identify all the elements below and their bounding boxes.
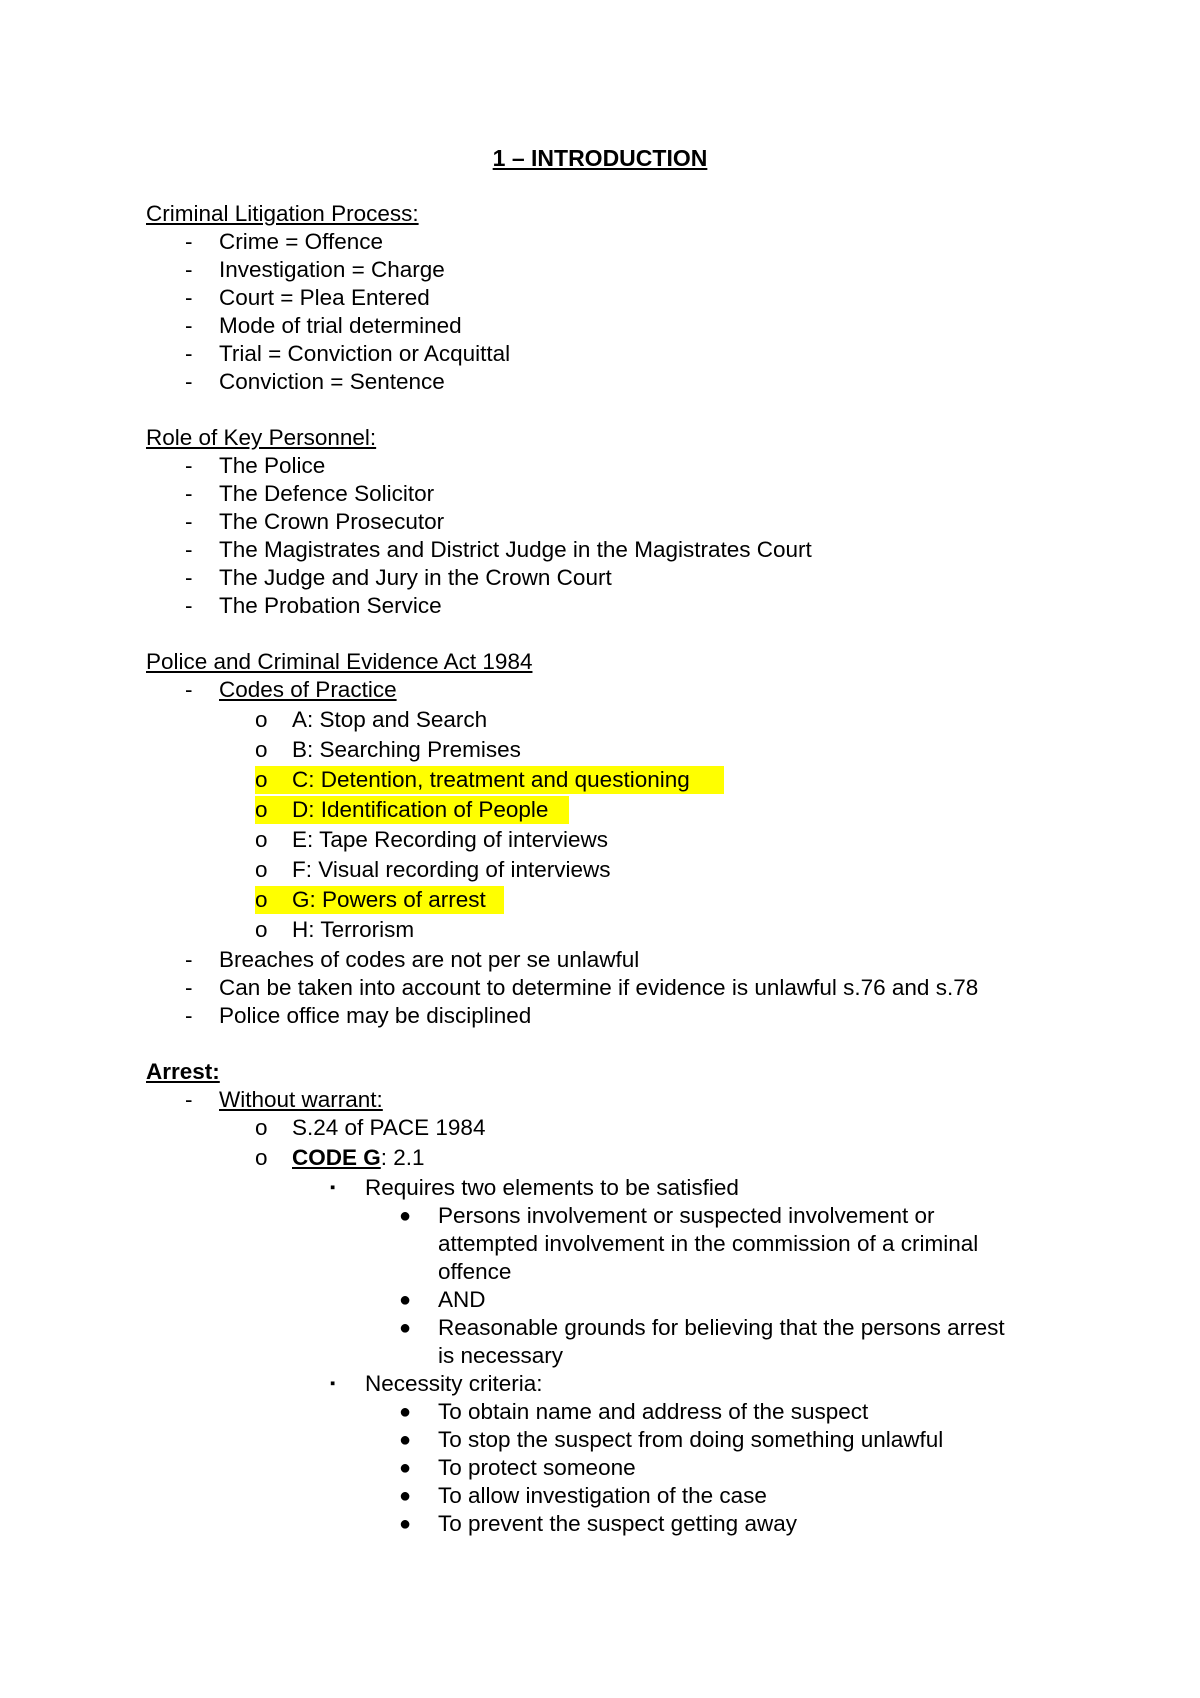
code-g-label: CODE G: [292, 1145, 381, 1170]
code-item: F: Visual recording of interviews: [292, 857, 611, 882]
list-item: The Magistrates and District Judge in the Magistrates Court: [219, 537, 812, 562]
dash-marker: -: [185, 257, 193, 282]
bullet-marker: ●: [399, 1513, 412, 1535]
circle-marker: o: [255, 797, 268, 822]
dash-marker: -: [185, 313, 193, 338]
circle-marker: o: [255, 887, 268, 912]
dash-marker: -: [185, 453, 193, 478]
list-item: The Defence Solicitor: [219, 481, 435, 506]
code-g-ref: : 2.1: [380, 1145, 425, 1170]
list-item: Requires two elements to be satisfied: [365, 1175, 739, 1200]
dash-marker: -: [185, 677, 193, 702]
list-item: S.24 of PACE 1984: [292, 1115, 486, 1140]
list-item: Court = Plea Entered: [219, 285, 430, 310]
circle-marker: o: [255, 707, 268, 732]
list-item: Conviction = Sentence: [219, 369, 445, 394]
without-warrant-label: Without warrant:: [219, 1087, 383, 1112]
codes-of-practice-label: Codes of Practice: [219, 677, 397, 702]
code-item: E: Tape Recording of interviews: [292, 827, 608, 852]
list-item: To obtain name and address of the suspect: [438, 1399, 869, 1424]
circle-marker: o: [255, 737, 268, 762]
list-item: Mode of trial determined: [219, 313, 462, 338]
circle-marker: o: [255, 1115, 268, 1140]
page-title: 1 – INTRODUCTION: [492, 145, 708, 171]
circle-marker: o: [255, 827, 268, 852]
list-item: To prevent the suspect getting away: [438, 1511, 797, 1536]
dash-marker: -: [185, 369, 193, 394]
dash-marker: -: [185, 1087, 193, 1112]
code-item-highlighted: D: Identification of People: [292, 797, 549, 822]
dash-marker: -: [185, 975, 193, 1000]
section-heading-litigation: Criminal Litigation Process:: [146, 201, 419, 226]
list-item: To stop the suspect from doing something unlawful: [438, 1427, 944, 1452]
code-g-line: [292, 1144, 425, 1172]
bullet-marker: ●: [399, 1429, 412, 1451]
circle-marker: o: [255, 917, 268, 942]
list-item: Trial = Conviction or Acquittal: [219, 341, 511, 366]
code-item: B: Searching Premises: [292, 737, 521, 762]
square-marker: ▪: [330, 1375, 336, 1392]
list-item-cont: attempted involvement in the commission of a criminal: [438, 1231, 979, 1256]
bullet-marker: ●: [399, 1485, 412, 1507]
list-item: The Judge and Jury in the Crown Court: [219, 565, 612, 590]
code-item-highlighted: G: Powers of arrest: [292, 887, 486, 912]
dash-marker: -: [185, 285, 193, 310]
circle-marker: o: [255, 857, 268, 882]
list-item: Police office may be disciplined: [219, 1003, 532, 1028]
list-item: To allow investigation of the case: [438, 1483, 767, 1508]
list-item: AND: [438, 1287, 486, 1312]
code-item-highlighted: C: Detention, treatment and questioning: [292, 767, 690, 792]
list-item: Breaches of codes are not per se unlawful: [219, 947, 640, 972]
list-item-cont: is necessary: [438, 1343, 564, 1368]
dash-marker: -: [185, 341, 193, 366]
dash-marker: -: [185, 537, 193, 562]
bullet-marker: ●: [399, 1457, 412, 1479]
bullet-marker: ●: [399, 1401, 412, 1423]
bullet-marker: ●: [399, 1317, 412, 1339]
dash-marker: -: [185, 1003, 193, 1028]
dash-marker: -: [185, 229, 193, 254]
circle-marker: o: [255, 767, 268, 792]
list-item: Persons involvement or suspected involvement or: [438, 1203, 935, 1228]
list-item: Can be taken into account to determine if evidence is unlawful s.76 and s.78: [219, 975, 979, 1000]
list-item: Investigation = Charge: [219, 257, 445, 282]
code-item: H: Terrorism: [292, 917, 415, 942]
list-item-cont: offence: [438, 1259, 512, 1284]
section-heading-personnel: Role of Key Personnel:: [146, 425, 377, 450]
dash-marker: -: [185, 565, 193, 590]
list-item: Necessity criteria:: [365, 1371, 543, 1396]
square-marker: ▪: [330, 1179, 336, 1196]
list-item: The Probation Service: [219, 593, 442, 618]
list-item: Crime = Offence: [219, 229, 384, 254]
dash-marker: -: [185, 593, 193, 618]
dash-marker: -: [185, 481, 193, 506]
dash-marker: -: [185, 947, 193, 972]
section-heading-pace: Police and Criminal Evidence Act 1984: [146, 649, 533, 674]
list-item: To protect someone: [438, 1455, 636, 1480]
circle-marker: o: [255, 1145, 268, 1170]
bullet-marker: ●: [399, 1205, 412, 1227]
bullet-marker: ●: [399, 1289, 412, 1311]
list-item: The Crown Prosecutor: [219, 509, 445, 534]
list-item: Reasonable grounds for believing that the persons arrest: [438, 1315, 1005, 1340]
section-heading-arrest: Arrest:: [146, 1059, 220, 1084]
list-item: The Police: [219, 453, 326, 478]
dash-marker: -: [185, 509, 193, 534]
code-item: A: Stop and Search: [292, 707, 488, 732]
